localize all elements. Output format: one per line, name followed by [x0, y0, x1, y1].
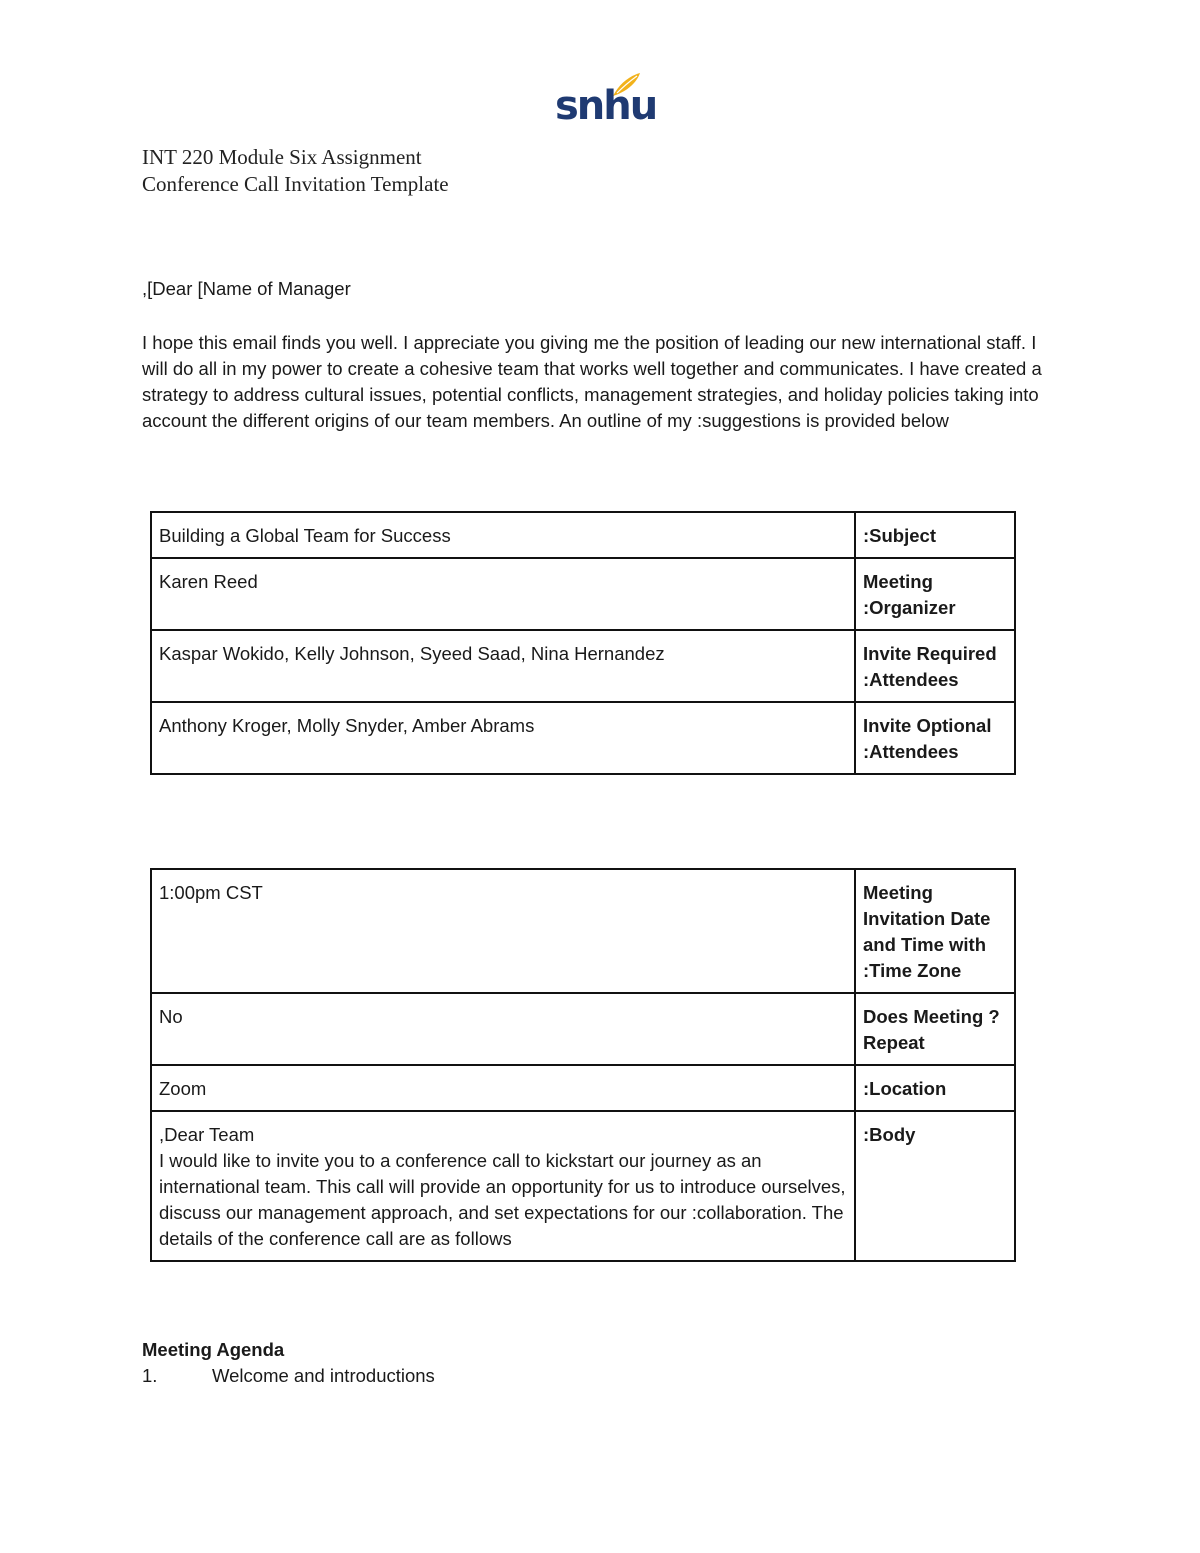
- location-value: Zoom: [151, 1065, 855, 1111]
- repeat-value: No: [151, 993, 855, 1065]
- intro-paragraph: I hope this email finds you well. I appreciate you giving me the position of leading our new international staff. I will do all in my power to create a cohesive team that works well together and communicates. I have created a strategy to address cultural issues, potential conflicts, management strategies, and holiday policies taking into account the different origins of our team members. An outline of my :suggestions is provided below: [142, 332, 1042, 431]
- organizer-value: Karen Reed: [151, 558, 855, 630]
- body-value: [151, 1111, 855, 1261]
- table-row: [151, 630, 1015, 702]
- required-attendees-value: Kaspar Wokido, Kelly Johnson, Syeed Saad, Nina Hernandez: [151, 630, 855, 702]
- table-row: [151, 1065, 1015, 1111]
- table-row: [151, 1111, 1015, 1261]
- document-heading: [142, 144, 449, 198]
- heading-course-line: INT 220 Module Six Assignment: [142, 145, 422, 169]
- heading-title-line: Conference Call Invitation Template: [142, 172, 449, 196]
- greeting-line: ,[Dear [Name of Manager: [142, 278, 351, 299]
- table-row: [151, 558, 1015, 630]
- body-label: :Body: [855, 1111, 1015, 1261]
- body-text: I would like to invite you to a conference call to kickstart our journey as an international team. This call will provide an opportunity for us to introduce ourselves, discuss our management approach, and set expectations for our :collaboration. The details of the conference call are as follows: [159, 1150, 846, 1249]
- agenda-title: Meeting Agenda: [142, 1339, 285, 1360]
- meeting-details-table: [150, 868, 1016, 1262]
- required-attendees-label: Invite Required :Attendees: [855, 630, 1015, 702]
- invitation-details-table: [150, 511, 1016, 775]
- datetime-label: Meeting Invitation Date and Time with :Time Zone: [855, 869, 1015, 993]
- subject-label: :Subject: [855, 512, 1015, 558]
- location-label: :Location: [855, 1065, 1015, 1111]
- optional-attendees-label: Invite Optional :Attendees: [855, 702, 1015, 774]
- body-salutation: ,Dear Team: [159, 1124, 255, 1145]
- datetime-value: 1:00pm CST: [151, 869, 855, 993]
- table-row: [151, 512, 1015, 558]
- subject-value: Building a Global Team for Success: [151, 512, 855, 558]
- logo-text: snhu: [555, 83, 657, 129]
- table-row: [151, 993, 1015, 1065]
- repeat-label: Does Meeting ?Repeat: [855, 993, 1015, 1065]
- list-item: [142, 1363, 435, 1389]
- organizer-label: Meeting :Organizer: [855, 558, 1015, 630]
- table-row: [151, 702, 1015, 774]
- agenda-item-number: 1.: [142, 1365, 158, 1386]
- table-row: [151, 869, 1015, 993]
- agenda-item-text: Welcome and introductions: [212, 1365, 435, 1386]
- optional-attendees-value: Anthony Kroger, Molly Snyder, Amber Abrams: [151, 702, 855, 774]
- snhu-logo: [555, 72, 657, 134]
